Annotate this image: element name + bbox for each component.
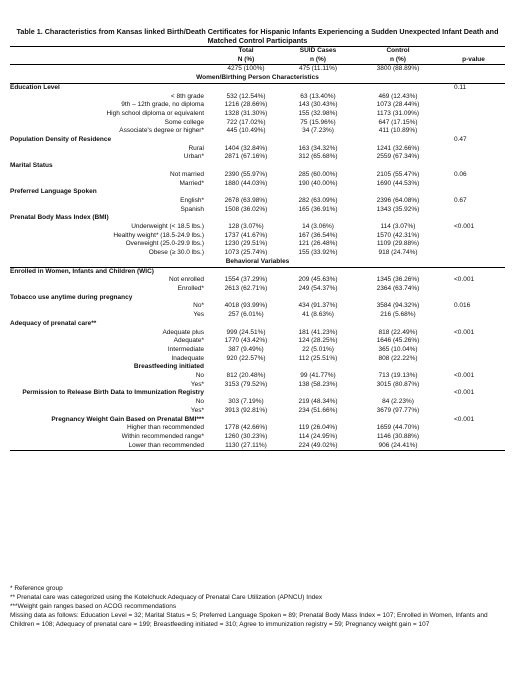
col-suid-header: SUID Cases xyxy=(282,47,354,56)
row-label: Intermediate xyxy=(167,345,204,353)
row-label: Higher than recommended xyxy=(127,424,204,432)
p-value: <0.001 xyxy=(454,389,475,397)
total-value: 3913 (92.81%) xyxy=(224,406,268,414)
table-row xyxy=(10,206,505,215)
category-label: Marital Status xyxy=(10,162,53,170)
p-value xyxy=(442,127,505,136)
suid-value: 63 (13.40%) xyxy=(300,92,336,100)
suid-value: 234 (51.66%) xyxy=(298,406,338,414)
header-row-2 xyxy=(10,56,505,65)
control-value: 411 (10.89%) xyxy=(378,127,418,135)
table-row xyxy=(10,276,505,285)
row-label: Some college xyxy=(164,118,204,126)
suid-value: 209 (45.63%) xyxy=(298,276,338,284)
section-women xyxy=(10,74,505,83)
category-row xyxy=(10,188,505,197)
table-row xyxy=(10,442,505,451)
section-behavioral-label: Behavioral Variables xyxy=(10,258,505,267)
table-row xyxy=(10,197,505,206)
p-value xyxy=(442,320,505,329)
category-label: Breastfeeding initiated xyxy=(133,363,204,371)
suid-value: 14 (3.06%) xyxy=(302,223,334,231)
row-label: Spanish xyxy=(180,205,204,213)
p-value xyxy=(442,153,505,162)
p-value xyxy=(442,206,505,215)
control-value: 469 (12.43%) xyxy=(378,92,418,100)
control-value: 365 (10.04%) xyxy=(378,345,418,353)
control-value: 713 (19.13%) xyxy=(378,372,418,380)
total-value: 1216 (28.66%) xyxy=(224,101,268,109)
row-label: Adequate* xyxy=(173,337,204,345)
total-value: 920 (22.57%) xyxy=(226,354,266,362)
table-row xyxy=(10,101,505,110)
category-row xyxy=(10,363,505,372)
p-value: <0.001 xyxy=(454,223,475,231)
total-value: 445 (10.49%) xyxy=(226,127,266,135)
suid-value: 312 (65.68%) xyxy=(298,153,338,161)
col-pvalue-header: p-value xyxy=(462,55,485,63)
p-value xyxy=(442,249,505,258)
col-control-n: n (%) xyxy=(390,55,406,63)
suid-value: 99 (41.77%) xyxy=(300,372,336,380)
total-value: 2678 (63.98%) xyxy=(224,196,268,204)
category-row xyxy=(10,136,505,145)
p-value: <0.001 xyxy=(454,276,475,284)
p-value xyxy=(442,214,505,223)
control-value: 1073 (28.44%) xyxy=(376,101,420,109)
p-value: <0.001 xyxy=(454,328,475,336)
row-label: No xyxy=(195,372,204,380)
col-control-header: Control xyxy=(354,47,442,56)
table-row xyxy=(10,119,505,128)
control-value: 2559 (67.34%) xyxy=(376,153,420,161)
p-value: 0.11 xyxy=(454,83,467,91)
control-value: 906 (24.41%) xyxy=(354,442,442,451)
p-value: 0.47 xyxy=(454,136,467,144)
footnote-acog: ***Weight gain ranges based on ACOG recommendations xyxy=(10,602,177,610)
suid-value: 22 (5.01%) xyxy=(302,345,334,353)
table-title: Table 1. Characteristics from Kansas linked Birth/Death Certificates for Hispanic Infants Experiencing a Sudden Unexpected Infant Death and Matched Control Participants xyxy=(16,27,499,45)
row-label: Married* xyxy=(179,179,204,187)
row-label: Urban* xyxy=(183,153,204,161)
p-value xyxy=(442,442,505,451)
suid-value: 124 (28.25%) xyxy=(298,337,338,345)
suid-value: 163 (34.32%) xyxy=(298,144,338,152)
total-value: 4018 (93.99%) xyxy=(224,302,268,310)
empty-cell xyxy=(210,389,442,398)
p-value xyxy=(442,337,505,346)
suid-value: 165 (36.91%) xyxy=(298,205,338,213)
row-label: Overweight (25.0-29.9 lbs.) xyxy=(125,240,204,248)
suid-value: 143 (30.43%) xyxy=(298,101,338,109)
suid-value: 190 (40.00%) xyxy=(298,179,338,187)
category-row xyxy=(10,320,505,329)
control-value: 918 (24.74%) xyxy=(378,249,418,257)
control-value: 2105 (55.47%) xyxy=(376,170,420,178)
characteristics-table xyxy=(10,46,505,451)
control-value: 1146 (30.88%) xyxy=(376,432,420,440)
section-women-label: Women/Birthing Person Characteristics xyxy=(10,74,505,83)
control-value: 1345 (36.26%) xyxy=(376,276,420,284)
row-label: Rural xyxy=(188,144,204,152)
col-total-header: Total xyxy=(210,47,282,56)
empty-cell xyxy=(210,416,442,425)
table-row xyxy=(10,223,505,232)
row-label: Obese (≥ 30.0 lbs.) xyxy=(148,249,204,257)
total-value: 1404 (32.84%) xyxy=(224,144,268,152)
totals-row xyxy=(10,65,505,74)
total-value: 257 (6.01%) xyxy=(228,311,264,319)
total-value: 303 (7.19%) xyxy=(228,398,264,406)
table-row xyxy=(10,232,505,241)
control-value: 1659 (44.70%) xyxy=(376,424,420,432)
p-value xyxy=(442,240,505,249)
control-value: 1173 (31.09%) xyxy=(376,109,420,117)
table-row xyxy=(10,93,505,102)
p-value: <0.001 xyxy=(454,372,475,380)
category-label: Prenatal Body Mass Index (BMI) xyxy=(10,214,109,222)
total-value: 1328 (31.30%) xyxy=(224,109,268,117)
control-value: 114 (3.07%) xyxy=(380,223,416,231)
p-value xyxy=(442,267,505,276)
category-label: Adequacy of prenatal care** xyxy=(10,319,97,327)
suid-value: 138 (58.23%) xyxy=(298,380,338,388)
table-row xyxy=(10,153,505,162)
control-value: 1343 (35.92%) xyxy=(376,205,420,213)
footnote-reference: * Reference group xyxy=(10,585,63,592)
control-count: 3800 (88.89%) xyxy=(354,65,442,74)
control-value: 3015 (80.87%) xyxy=(376,380,420,388)
p-value xyxy=(442,294,505,303)
table-row xyxy=(10,127,505,136)
p-value xyxy=(442,363,505,372)
table-row xyxy=(10,285,505,294)
table-row xyxy=(10,337,505,346)
row-label: Underweight (< 18.5 lbs.) xyxy=(131,223,204,231)
control-value: 1646 (45.26%) xyxy=(376,337,420,345)
row-label: Not enrolled xyxy=(168,276,204,284)
category-row xyxy=(10,416,505,425)
category-label: Preferred Language Spoken xyxy=(10,188,97,196)
footnotes xyxy=(10,585,505,630)
p-value xyxy=(442,398,505,407)
p-value xyxy=(442,119,505,128)
control-value: 2364 (63.74%) xyxy=(376,284,420,292)
table-row xyxy=(10,407,505,416)
row-label: 9th – 12th grade, no diploma xyxy=(121,101,204,109)
p-value xyxy=(442,110,505,119)
table-row xyxy=(10,424,505,433)
category-label: Population Density of Residence xyxy=(10,136,112,144)
table-row xyxy=(10,145,505,154)
control-value: 216 (5.68%) xyxy=(380,311,416,319)
total-value: 1880 (44.03%) xyxy=(224,179,268,187)
p-value xyxy=(442,355,505,364)
total-value: 1130 (27.11%) xyxy=(210,442,282,451)
row-label: Inadequate xyxy=(171,354,204,362)
table-row xyxy=(10,302,505,311)
row-label: Associate's degree or higher* xyxy=(119,127,204,135)
suid-value: 219 (48.34%) xyxy=(298,398,338,406)
table-row xyxy=(10,240,505,249)
category-row xyxy=(10,267,505,276)
table-row xyxy=(10,433,505,442)
row-label: No* xyxy=(193,302,204,310)
control-value: 1109 (29.88%) xyxy=(376,240,420,248)
category-label: Tobacco use anytime during pregnancy xyxy=(10,293,133,301)
row-label: Healthy weight* (18.5-24.9 lbs.) xyxy=(113,231,204,239)
category-row xyxy=(10,214,505,223)
table-row xyxy=(10,381,505,390)
row-label: Yes* xyxy=(190,380,204,388)
p-value xyxy=(442,93,505,102)
table-row xyxy=(10,355,505,364)
total-value: 1260 (30.23%) xyxy=(224,432,268,440)
p-value xyxy=(442,424,505,433)
row-label: Adequate plus xyxy=(162,328,204,336)
category-label: Pregnancy Weight Gain Based on Prenatal BMI*** xyxy=(51,415,204,423)
table-row xyxy=(10,171,505,180)
row-label: Within recommended range* xyxy=(121,432,204,440)
total-value: 3153 (79.52%) xyxy=(224,380,268,388)
category-label: Permission to Release Birth Data to Immunization Registry xyxy=(22,389,204,397)
total-value: 999 (24.51%) xyxy=(226,328,266,336)
p-value: 0.016 xyxy=(454,302,471,310)
suid-value: 224 (49.02%) xyxy=(282,442,354,451)
control-value: 3584 (94.32%) xyxy=(376,302,420,310)
footnote-apncu: ** Prenatal care was categorized using the Kotelchuck Adequacy of Prenatal Care Utilization (APNCU) Index xyxy=(10,593,323,601)
category-label: Enrolled in Women, Infants and Children (WIC) xyxy=(10,267,154,275)
suid-value: 34 (7.23%) xyxy=(302,127,334,135)
row-label: No xyxy=(195,398,204,406)
p-value xyxy=(442,162,505,171)
total-value: 1554 (37.29%) xyxy=(224,276,268,284)
p-value: 0.06 xyxy=(454,170,467,178)
row-label: Yes xyxy=(193,311,204,319)
suid-value: 282 (63.09%) xyxy=(298,196,338,204)
p-value xyxy=(442,433,505,442)
control-value: 84 (2.23%) xyxy=(382,398,414,406)
empty-cell xyxy=(210,363,442,372)
suid-value: 155 (32.98%) xyxy=(298,109,338,117)
p-value: <0.001 xyxy=(454,415,475,423)
col-total-n: N (%) xyxy=(237,55,255,63)
table-row xyxy=(10,311,505,320)
total-count: 4275 (100%) xyxy=(210,65,282,74)
table-row xyxy=(10,110,505,119)
row-label: High school diploma or equivalent xyxy=(106,109,204,117)
p-value xyxy=(442,381,505,390)
p-value xyxy=(442,145,505,154)
col-suid-n: n (%) xyxy=(310,55,326,63)
suid-value: 167 (36.54%) xyxy=(298,231,338,239)
control-value: 647 (17.15%) xyxy=(378,118,418,126)
total-value: 722 (17.02%) xyxy=(226,118,266,126)
suid-value: 285 (60.00%) xyxy=(298,170,338,178)
suid-value: 121 (26.48%) xyxy=(298,240,338,248)
row-label: Lower than recommended xyxy=(10,442,210,451)
control-value: 808 (22.22%) xyxy=(378,354,418,362)
total-value: 1778 (42.66%) xyxy=(224,424,268,432)
suid-value: 75 (15.96%) xyxy=(300,118,336,126)
p-value xyxy=(442,180,505,189)
category-row xyxy=(10,83,505,92)
suid-value: 119 (26.04%) xyxy=(298,424,338,432)
total-value: 1770 (43.42%) xyxy=(224,337,268,345)
total-value: 1230 (29.51%) xyxy=(224,240,268,248)
suid-value: 155 (33.92%) xyxy=(298,249,338,257)
total-value: 2871 (67.16%) xyxy=(224,153,268,161)
footnote-missing: Missing data as follows: Education Level = 32; Marital Status = 5; Preferred Language Spoken = 89; Prenatal Body Mass Index = 107; Enrolled in Women, Infants and Children = 108; Adequacy of prenatal care = 199; Breastfeeding initiated = 310; Agree to immunization registry = 59; Pregnancy weight gain = 107 xyxy=(10,611,488,628)
p-value xyxy=(442,346,505,355)
total-value: 1073 (25.74%) xyxy=(224,249,268,257)
row-label: Yes* xyxy=(190,406,204,414)
p-value xyxy=(442,232,505,241)
p-value: 0.67 xyxy=(454,196,467,204)
total-value: 2613 (62.71%) xyxy=(224,284,268,292)
header-row xyxy=(10,47,505,56)
suid-value: 41 (8.63%) xyxy=(302,311,334,319)
row-label: Not married xyxy=(170,170,204,178)
p-value xyxy=(442,101,505,110)
suid-value: 114 (24.95%) xyxy=(298,432,338,440)
total-value: 532 (12.54%) xyxy=(226,92,266,100)
suid-value: 181 (41.23%) xyxy=(298,328,338,336)
row-label: English* xyxy=(180,196,204,204)
table-row xyxy=(10,372,505,381)
total-value: 812 (20.48%) xyxy=(226,372,266,380)
suid-value: 434 (91.37%) xyxy=(298,302,338,310)
category-row xyxy=(10,389,505,398)
p-value xyxy=(442,188,505,197)
control-value: 2396 (64.08%) xyxy=(376,196,420,204)
category-label: Education Level xyxy=(10,83,60,91)
total-value: 128 (3.07%) xyxy=(228,223,264,231)
row-label: Enrolled* xyxy=(177,284,204,292)
table-row xyxy=(10,329,505,338)
total-value: 387 (9.49%) xyxy=(228,345,264,353)
table-row xyxy=(10,249,505,258)
p-value xyxy=(442,407,505,416)
total-value: 2390 (55.97%) xyxy=(224,170,268,178)
total-value: 1508 (36.02%) xyxy=(224,205,268,213)
table-row xyxy=(10,346,505,355)
total-value: 1737 (41.67%) xyxy=(224,231,268,239)
control-value: 1570 (42.31%) xyxy=(376,231,420,239)
table-row xyxy=(10,180,505,189)
table-row xyxy=(10,398,505,407)
p-value xyxy=(442,285,505,294)
control-value: 818 (22.49%) xyxy=(378,328,418,336)
section-behavioral xyxy=(10,258,505,267)
suid-count: 475 (11.11%) xyxy=(282,65,354,74)
suid-value: 112 (25.51%) xyxy=(298,354,338,362)
row-label: < 8th grade xyxy=(170,92,204,100)
p-value xyxy=(442,311,505,320)
control-value: 3679 (97.77%) xyxy=(376,406,420,414)
category-row xyxy=(10,162,505,171)
control-value: 1241 (32.66%) xyxy=(376,144,420,152)
control-value: 1690 (44.53%) xyxy=(376,179,420,187)
category-row xyxy=(10,294,505,303)
suid-value: 249 (54.37%) xyxy=(298,284,338,292)
